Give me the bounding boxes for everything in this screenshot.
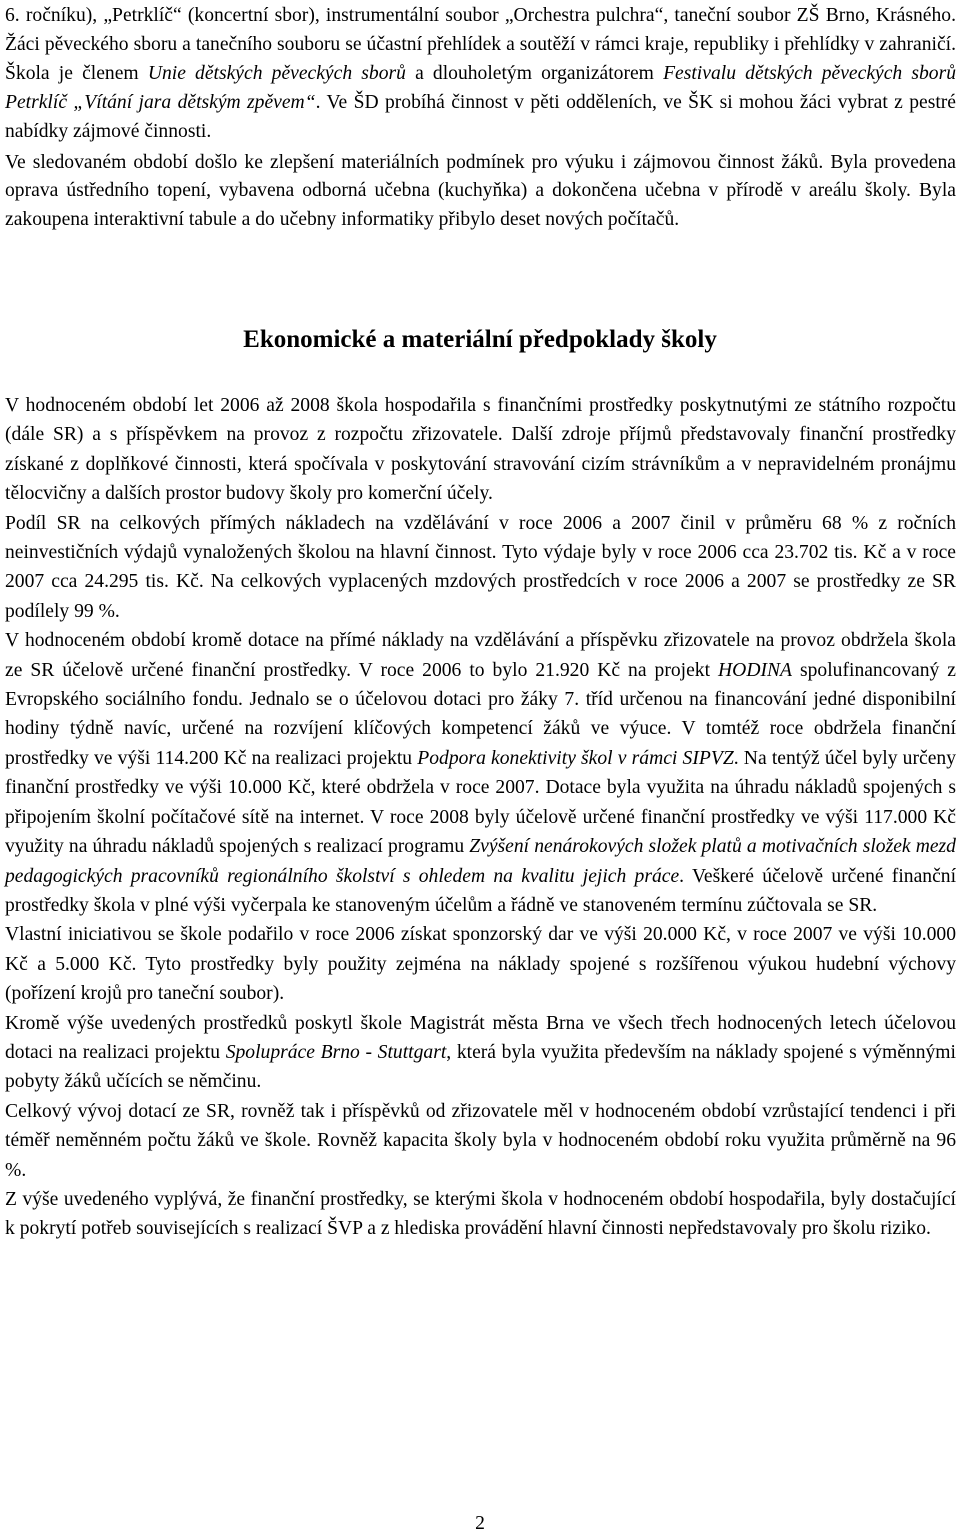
section-body [5, 391, 956, 1244]
intro-text: 6. ročníku), „Petrklíč“ (koncertní sbor), instrumentální soubor „Orchestra pulchra“, taneční soubor ZŠ Brno, Krásného. Žáci pěveckého sboru a tanečního souboru se účastní přehlídek a soutěží v rámci kraje, republiky i přehlídky v zahraničí. Škola je členem [5, 5, 956, 84]
paragraph-budget-sources: V hodnoceném období let 2006 až 2008 škola hospodařila s finančními prostředky poskytnutými ze státního rozpočtu (dále SR) a s příspěvkem na provoz z rozpočtu zřizovatele. Další zdroje příjmů představovaly finanční prostředky získané z doplňkové činnosti, která spočívala v poskytování stravování cizím strávníkům a v nepravidelném pronájmu tělocvičny a dalších prostor budovy školy pro komerční účely. [5, 395, 956, 505]
intro-text: a dlouholetým organizátorem [405, 62, 664, 84]
program-salary: Zvýšení nenárokových složek platů a motivačních složek mezd pedagogických pracovníků regionálního školství s ohledem na kvalitu jejich práce [5, 836, 956, 887]
paragraph-conclusion: Z výše uvedeného vyplývá, že finanční prostředky, se kterými škola v hodnoceném období hospodařila, byly dostačující k pokrytí potřeb souvisejících s realizací ŠVP a z hlediska provádění hlavní činnosti nepředstavovaly pro školu riziko. [5, 1188, 956, 1240]
intro-text: . Ve ŠD probíhá činnost v pěti odděleních, ve ŠK si mohou žáci vybrat z pestré nabídky zájmové činnosti. [5, 91, 956, 142]
section-heading: Ekonomické a materiální předpoklady školy [243, 326, 717, 353]
page-number: 2 [475, 1513, 485, 1534]
intro-italic-festival: Festivalu dětských pěveckých sborů Petrklíč „Vítání jara dětským zpěvem“ [5, 62, 957, 113]
intro-paragraph-activities [5, 0, 956, 147]
paragraph-trend: Celkový vývoj dotací ze SR, rovněž tak i příspěvků od zřizovatele měl v hodnoceném období vzrůstající tendenci i při téměř neměnném počtu žáků ve škole. Rovněž kapacita školy byla v hodnoceném období roku využita průměrně na 96 %. [5, 1100, 956, 1181]
project-hodina: HODINA [718, 659, 793, 681]
paragraph-state-share: Podíl SR na celkových přímých nákladech na vzdělávání v roce 2006 a 2007 činil v průměru 68 % z ročních neinvestičních výdajů vynaložených školou na hlavní činnost. Tyto výdaje byly v roce 2006 cca 23.702 tis. Kč a v roce 2007 cca 24.295 tis. Kč. Na celkových vyplacených mzdových prostředcích v roce 2006 a 2007 se prostředky ze SR podílely 99 %. [5, 512, 956, 622]
paragraph-targeted-funds: V hodnoceném období kromě dotace na přímé náklady na vzdělávání a příspěvku zřizovatele na provoz obdržela škola ze SR účelově určené finanční prostředky. V roce 2006 to bylo 21.920 Kč na projekt HODINA spolufinancovaný z Evropského sociálního fondu. Jednalo se o účelovou dotaci pro žáky 7. tříd určenou na financování jedné disponibilní hodiny týdně navíc, určené na rozvíjení klíčových kompetencí žáků ve výuce. V tomtéž roce obdržela finanční prostředky ve výši 114.200 Kč na realizaci projektu Podpora konektivity škol v rámci SIPVZ. Na tentýž účel byly určeny finanční prostředky ve výši 10.000 Kč, které obdržela v roce 2007. Dotace byla využita na úhradu nákladů spojených s připojením školní počítačové sítě na internet. V roce 2008 byly účelově určené finanční prostředky ve výši 117.000 Kč využity na úhradu nákladů spojených s realizací programu Zvýšení nenárokových složek platů a motivačních složek mezd pedagogických pracovníků regionálního školství s ohledem na kvalitu jejich práce. Veškeré účelově určené finanční prostředky škola v plné výši vyčerpala ke stanoveným účelům a řádně ve stanoveném termínu zúčtovala se SR. [5, 630, 957, 916]
project-sipvz: Podpora konektivity škol v rámci SIPVZ [417, 747, 734, 769]
paragraph-magistrate: Kromě výše uvedených prostředků poskytl škole Magistrát města Brna ve všech třech hodnocených letech účelovou dotaci na realizaci projektu Spolupráce Brno - Stuttgart, která byla využita především na náklady spojené s výměnnými pobyty žáků učících se němčinu. [5, 1012, 956, 1093]
intro-italic-union: Unie dětských pěveckých sborů [147, 62, 406, 84]
paragraph-sponsorship: Vlastní iniciativou se škole podařilo v roce 2006 získat sponzorský dar ve výši 20.000 Kč, v roce 2007 ve výši 10.000 Kč a 5.000 Kč. Tyto prostředky byly použity zejména na náklady spojené s rozšířenou výukou hudební výchovy (pořízení krojů pro taneční soubor). [5, 924, 956, 1005]
project-brno-stuttgart: Spolupráce Brno - Stuttgart [225, 1041, 447, 1063]
intro-paragraph-materials: Ve sledovaném období došlo ke zlepšení materiálních podmínek pro výuku i zájmovou činnost žáků. Byla provedena oprava ústředního topení, vybavena odborná učebna (kuchyňka) a dokončena učebna v přírodě v areálu školy. Byla zakoupena interaktivní tabule a do učebny informatiky přibylo deset nových počítačů. [5, 151, 956, 231]
